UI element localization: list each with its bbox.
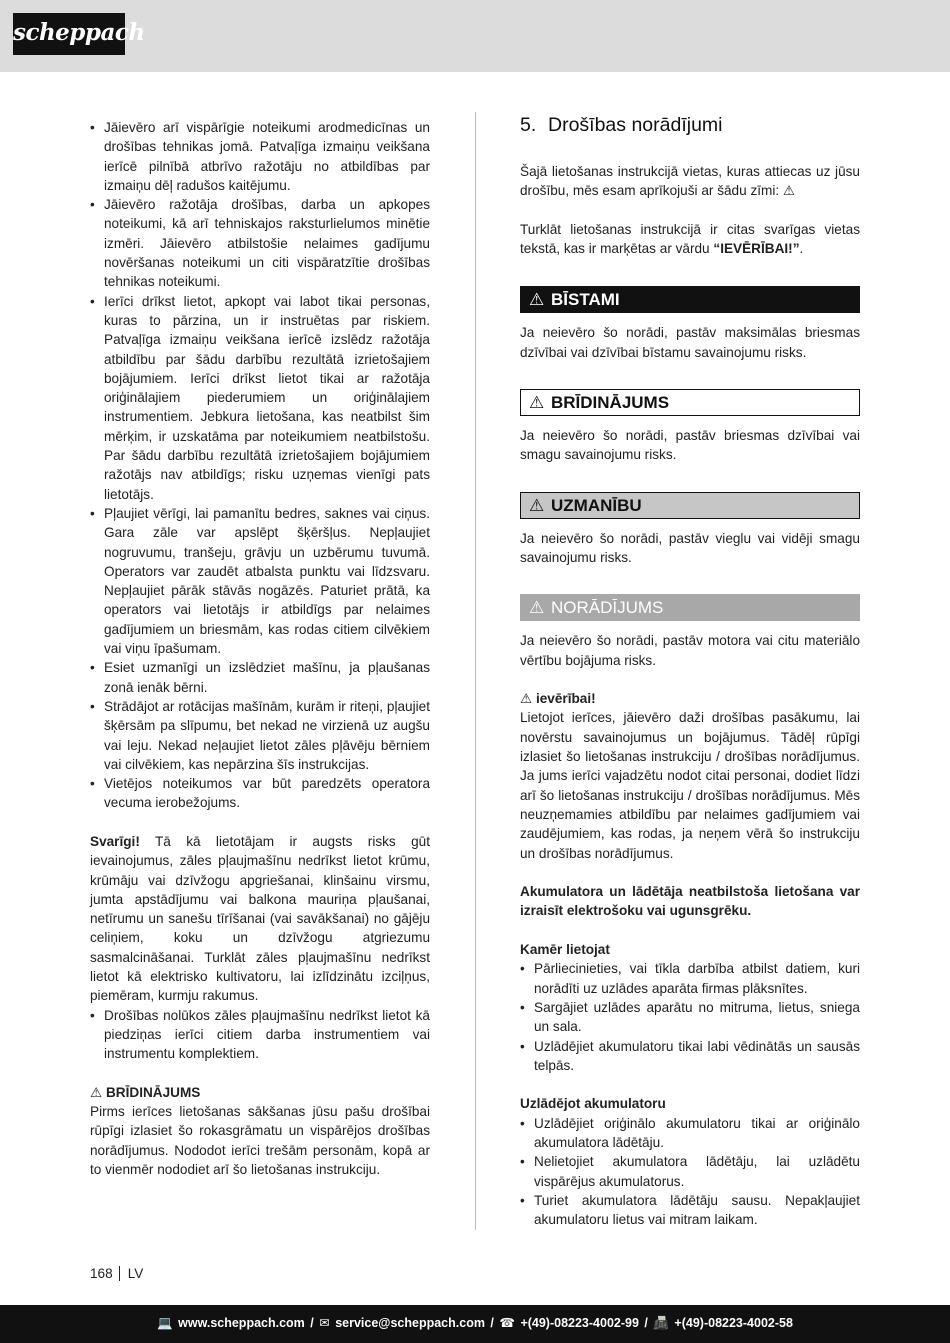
phone-icon: ☎: [499, 1316, 515, 1330]
list-item: • Vietējos noteikumos var būt paredzēts operatora vecuma ierobežojums.: [90, 774, 430, 813]
hazard-label-danger: ⚠ BĪSTAMI: [520, 286, 860, 313]
list-item: • Nelietojiet akumulatora lādētāju, lai uzlādētu vispārējus akumulatorus.: [520, 1152, 860, 1191]
footer-bar: 💻 www.scheppach.com / ✉ service@scheppach.com / ☎ +(49)-08223-4002-99 / 📠 +(49)-08223-4002-58: [0, 1305, 950, 1343]
list-item: • Drošības nolūkos zāles pļaujmašīnu nedrīkst lietot kā piedziņas ierīci citiem darba instrumentiem vai instrumentu komplektiem.: [90, 1006, 430, 1064]
scheppach-logo: scheppach: [13, 13, 125, 55]
warning-icon: ⚠: [520, 691, 533, 707]
hazard-label-notice: ⚠ NORĀDĪJUMS: [520, 594, 860, 621]
fax-number: +(49)-08223-4002-58: [674, 1316, 793, 1330]
attention-heading: ⚠ ievērībai!: [520, 691, 596, 707]
warning-icon: ⚠: [529, 393, 545, 413]
fax-icon: 📠: [653, 1316, 669, 1330]
section-number: 5.: [520, 114, 537, 136]
left-column: [90, 118, 430, 1179]
hazard-text-danger: Ja neievēro šo norādi, pastāv maksimālas briesmas dzīvībai vai dzīvībai bīstamu savainojumu risks.: [520, 325, 860, 360]
battery-warning: Akumulatora un lādētāja neatbilstoša lietošana var izraisīt elektrošoku vai ugunsgrēku.: [520, 884, 860, 919]
important-label: Svarīgi!: [90, 833, 140, 849]
list-item: • Jāievēro arī vispārīgie noteikumi arodmedicīnas un drošības tehnikas jomā. Patvaļīga izmaiņu veikšana ierīcē pilnībā atbrīvo ražotāju no atbildības par izmaiņu dēļ radušos kaitējumu.: [90, 118, 430, 195]
warning-icon: ⚠: [529, 598, 545, 618]
list-item: • Strādājot ar rotācijas mašīnām, kurām ir riteņi, pļaujiet šķērsām pa slīpumu, bet nekad ne virzienā uz augšu vai leju. Nekad neļaujiet lietot zāles pļāvēju bērniem vai cilvēkiem, kas nepārzina šīs instrukcijas.: [90, 697, 430, 774]
list-item: • Esiet uzmanīgi un izslēdziet mašīnu, ja pļaušanas zonā ienāk bērni.: [90, 658, 430, 697]
hazard-text-warning: Ja neievēro šo norādi, pastāv briesmas dzīvībai vai smagu savainojumu risks.: [520, 428, 860, 463]
section-title: [520, 114, 860, 136]
phone-number: +(49)-08223-4002-99: [520, 1316, 639, 1330]
hazard-label-warning: ⚠ BRĪDINĀJUMS: [520, 389, 860, 416]
charging-list: [520, 1114, 860, 1230]
email-link[interactable]: service@scheppach.com: [335, 1316, 485, 1330]
warning-title: BRĪDINĀJUMS: [105, 1084, 201, 1100]
page-number: 168 LV: [90, 1266, 144, 1281]
header-bar: [0, 0, 950, 72]
intro-paragraph-2: Turklāt lietošanas instrukcijā ir citas svarīgas vietas tekstā, kas ir marķētas ar vārdu “IEVĒRĪBAI!”.: [520, 221, 860, 257]
list-item: • Uzlādējiet akumulatoru tikai labi vēdinātās un sausās telpās.: [520, 1037, 860, 1076]
list-item: • Sargājiet uzlādes aparātu no mitruma, lietus, sniega un sala.: [520, 998, 860, 1037]
warning-text: Pirms ierīces lietošanas sākšanas jūsu pašu drošībai rūpīgi izlasiet šo rokasgrāmatu un vispārējos drošības norādījumus. Nododot ierīci trešām personām, kopā ar to vienmēr nododiet arī šo lietošanas instrukciju.: [90, 1104, 430, 1178]
intro-paragraph-1: Šajā lietošanas instrukcijā vietas, kuras attiecas uz jūsu drošību, mēs esam aprīkojuši ar šādu zīmi: ⚠: [520, 164, 860, 199]
attention-text: Lietojot ierīces, jāievēro daži drošības pasākumu, lai novērstu savainojumus un bojājumus. Tādēļ rūpīgi izlasiet šo lietošanas instrukciju / drošības norādījumus. Ja jums ierīci vajadzētu nodot citai personai, dodiet līdzi arī šo lietošanas instrukciju / drošības norādījumus. Mēs neuzņemamies atbildību par nelaimes gadījumiem vai zaudējumiem, kas rodas, ja neņem vērā šo instrukciju un drošības norādījumus.: [520, 710, 860, 861]
column-divider: [475, 112, 476, 1230]
safety-bullet-list: [90, 118, 430, 813]
list-item: • Turiet akumulatora lādētāju sausu. Nepakļaujiet akumulatoru lietus vai mitram laikam.: [520, 1191, 860, 1230]
charging-heading: Uzlādējot akumulatoru: [520, 1096, 666, 1112]
section-title-text: Drošības norādījumi: [548, 114, 723, 136]
attention-keyword: “IEVĒRĪBAI!”: [713, 241, 800, 257]
list-item: • Uzlādējiet oriģinālo akumulatoru tikai ar oriģinālo akumulatora lādētāju.: [520, 1114, 860, 1153]
when-use-heading: Kamēr lietojat: [520, 942, 610, 958]
computer-icon: 💻: [157, 1316, 173, 1330]
mail-icon: ✉: [319, 1316, 330, 1330]
list-item: • Pļaujiet vērīgi, lai pamanītu bedres, saknes vai ciņus. Gara zāle var apslēpt šķēršļus. Nepļaujiet nogruvumu, tranšeju, grāvju un uzbērumu tuvumā. Operators var zaudēt atbalsta punktu vai līdzsvaru. Nepļaujiet pārāk stāvās nogāzēs. Paturiet prātā, ka operators vai lietotājs ir atbildīgs par nelaimes gadījumiem un briesmām, kas rodas citiem cilvēkiem vai viņu īpašumam.: [90, 504, 430, 658]
right-column: [520, 114, 860, 1229]
list-item: • Jāievēro ražotāja drošības, darba un apkopes noteikumi, kā arī tehniskajos raksturlielumos minētie izmēri. Jāievēro atbilstošie nelaimes gadījumu novēršanas noteikumi un citi vispāratzītie drošības tehnikas noteikumi.: [90, 195, 430, 291]
important-text: Tā kā lietotājam ir augsts risks gūt ievainojumus, zāles pļaujmašīnu nedrīkst lietot krūmu, krūmāju vai dzīvžogu apgriešanai, klinšainu virsmu, jumta apstādījumu vai balkona mauriņa pļaušanai, netīrumu un sanešu tīrīšanai (vai savākšanai) no gājēju celiņiem, koku un dzīvžogu atgriezumu sasmalcināšanai. Turklāt zāles pļaujmašīnu nedrīkst lietot kā elektrisko kultivatoru, lai izlīdzinātu izciļņus, piemēram, kurmju rakumus.: [90, 833, 430, 1004]
important-paragraph: [90, 832, 430, 1006]
warning-icon: ⚠: [529, 290, 545, 310]
important-bullet-list: [90, 1006, 430, 1064]
when-use-list: [520, 959, 860, 1075]
hazard-label-caution: ⚠ UZMANĪBU: [520, 492, 860, 519]
website-link[interactable]: www.scheppach.com: [178, 1316, 305, 1330]
language-code: LV: [127, 1266, 144, 1281]
hazard-text-notice: Ja neievēro šo norādi, pastāv motora vai citu materiālo vērtību bojājuma risks.: [520, 633, 860, 668]
warning-icon: ⚠: [90, 1084, 103, 1100]
list-item: • Pārliecinieties, vai tīkla darbība atbilst datiem, kuri norādīti uz uzlādes aparāta firmas plāksnītes.: [520, 959, 860, 998]
divider: [119, 1266, 120, 1281]
warning-heading: [90, 1083, 430, 1102]
list-item: • Ierīci drīkst lietot, apkopt vai labot tikai personas, kuras to pārzina, un ir instruētas par riskiem. Patvaļīga izmaiņu veikšana ierīcē izslēdz ražotāja atbildību par šādu darbību rezultātā izrietošajiem bojājumiem. Ierīci drīkst lietot tikai ar ražotāja oriģinālajiem piederumiem un oriģinālajiem instrumentiem. Jebkura lietošana, kas neatbilst šim mērķim, ir uzskatāma par noteikumiem neatbilstošu. Par šādu darbību rezultātā izrietošajiem bojājumiem ražotājs nav atbildīgs; risku uzņemas vienīgi pats lietotājs.: [90, 292, 430, 504]
hazard-text-caution: Ja neievēro šo norādi, pastāv vieglu vai vidēji smagu savainojumu risks.: [520, 530, 860, 565]
warning-icon: ⚠: [529, 495, 545, 515]
